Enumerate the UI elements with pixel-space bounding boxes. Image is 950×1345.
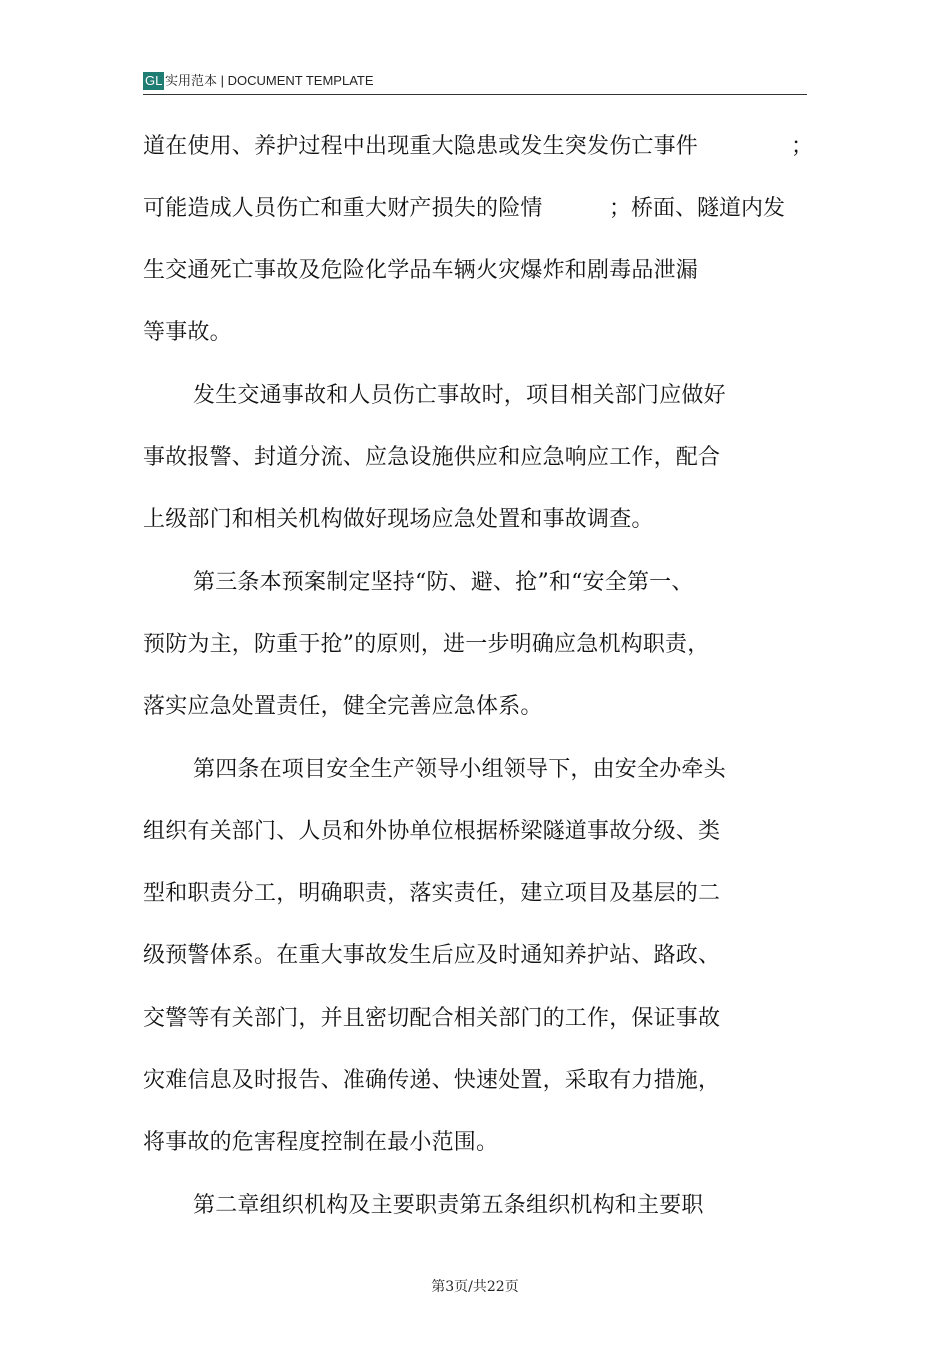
paragraph-start: 第三条本预案制定坚持“防、避、抢”和“安全第一、 [193,570,694,595]
text-line: 道在使用、养护过程中出现重大隐患或发生突发伤亡事件 [143,134,699,159]
text-line-tail: ； [791,134,814,159]
header-title: 实用范本 | DOCUMENT TEMPLATE [165,73,374,88]
text-line: 将事故的危害程度控制在最小范围。 [143,1130,499,1155]
page-header [143,70,807,95]
text-line: 交警等有关部门，并且密切配合相关部门的工作，保证事故 [143,1006,721,1031]
text-line: 落实应急处置责任，健全完善应急体系。 [143,694,543,719]
text-line: 生交通死亡事故及危险化学品车辆火灾爆炸和剧毒品泄漏 [143,258,699,283]
page-number: 第3页/共22页 [431,1279,519,1295]
text-line: 型和职责分工，明确职责，落实责任，建立项目及基层的二 [143,881,721,906]
text-line: 等事故。 [143,320,232,345]
text-line: 上级部门和相关机构做好现场应急处置和事故调查。 [143,507,654,532]
text-line: 灾难信息及时报告、准确传递、快速处置，采取有力措施， [143,1068,721,1093]
text-line: 预防为主，防重于抢”的原则，进一步明确应急机构职责， [143,632,710,657]
paragraph-start: 第二章组织机构及主要职责第五条组织机构和主要职 [193,1193,704,1218]
paragraph-start: 发生交通事故和人员伤亡事故时，项目相关部门应做好 [193,383,726,408]
text-line: 级预警体系。在重大事故发生后应及时通知养护站、路政、 [143,943,721,968]
text-line-tail: ；桥面、隧道内发 [609,196,786,221]
text-line: 可能造成人员伤亡和重大财产损失的险情 [143,196,543,221]
gl-logo: GL [145,73,163,88]
paragraph-start: 第四条在项目安全生产领导小组领导下，由安全办牵头 [193,757,726,782]
text-line: 组织有关部门、人员和外协单位根据桥梁隧道事故分级、类 [143,819,721,844]
text-line: 事故报警、封道分流、应急设施供应和应急响应工作，配合 [143,445,721,470]
